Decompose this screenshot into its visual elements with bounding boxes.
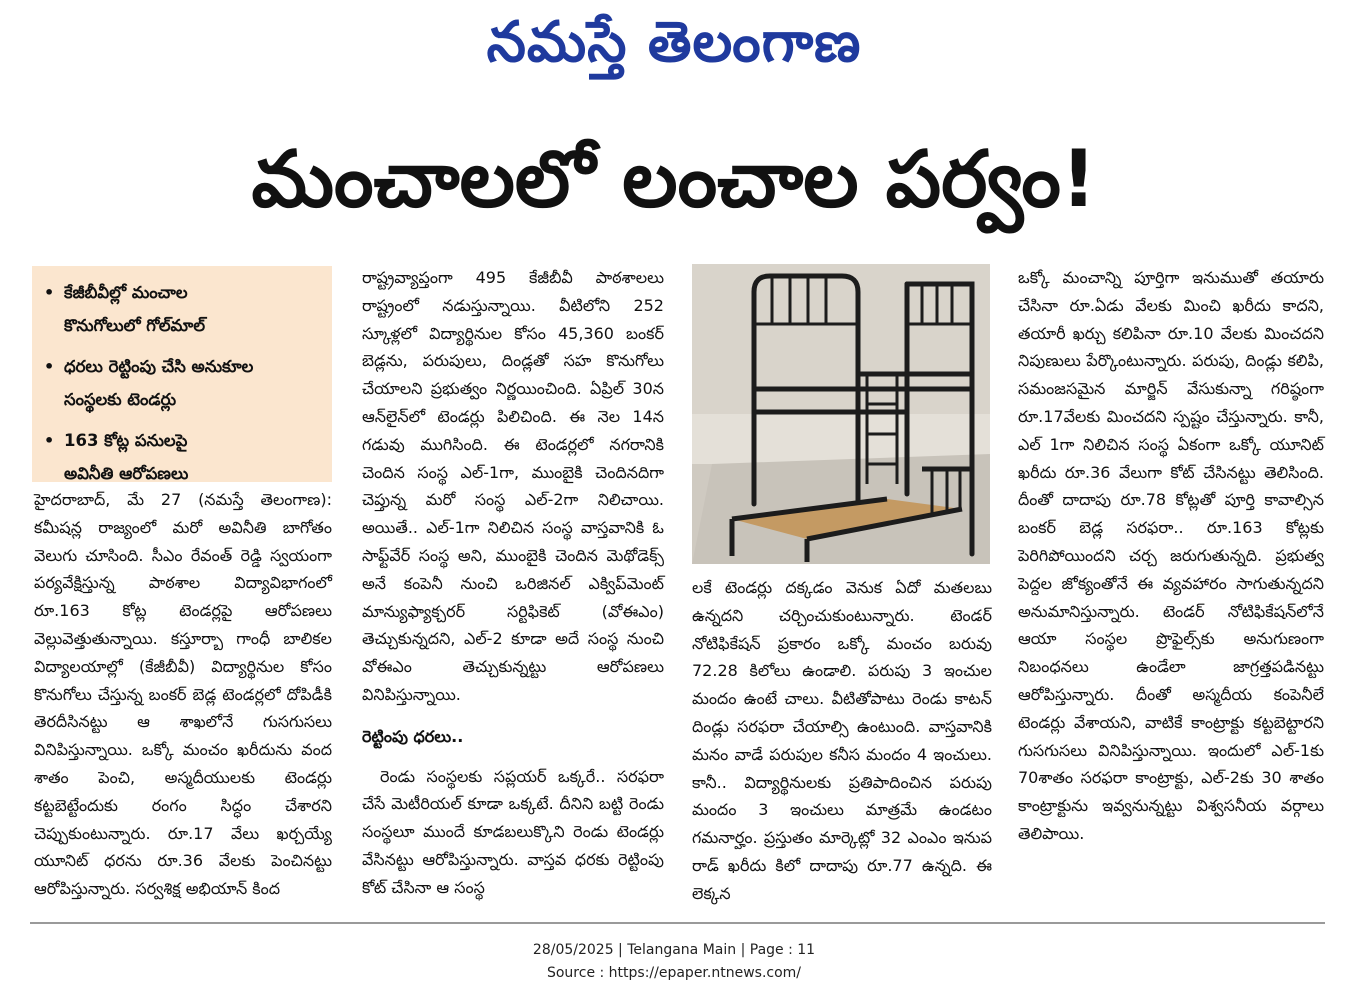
highlight-line: సంస్థలకు టెండర్లు [64, 390, 177, 409]
bullet-icon: • [44, 283, 55, 302]
bunk-bed-photo [692, 264, 990, 564]
highlight-line: 163 కోట్ల పనులపై [64, 431, 188, 450]
footer-divider [30, 922, 1325, 924]
bunk-bed-icon [692, 264, 990, 564]
footer-edition-info: 28/05/2025 | Telangana Main | Page : 11 [532, 942, 816, 958]
highlight-line: అవినీతి ఆరోపణలు [64, 464, 189, 483]
highlight-line: ధరలు రెట్టింపు చేసి అనుకూల [64, 357, 254, 376]
headline: మంచాలలో లంచాల పర్వం! [251, 135, 1097, 225]
article-column-4 [1018, 264, 1324, 848]
article-column-3 [692, 574, 992, 908]
bullet-icon: • [44, 431, 55, 450]
highlight-line: కొనుగోలులో గోల్‌మాల్ [64, 316, 206, 335]
bullet-icon: • [44, 357, 55, 376]
article-paragraph: రాష్ట్రవ్యాప్తంగా 495 కేజీబీవీ పాఠశాలలు రాష్ట్రంలో నడుస్తున్నాయి. వీటిలోని 252 స్కూళ్లలో విద్యార్థినుల కోసం 45,360 బంకర్ బెడ్లను, పరుపులు, దిండ్లతో సహ కొనుగోలు చేయాలని ప్రభుత్వం నిర్ణయించింది. ఏప్రిల్ 30న ఆన్‌లైన్‌లో టెండర్లు పిలిచింది. ఈ నెల 14న గడువు ముగిసింది. ఈ టెండర్లలో నగరానికి చెందిన సంస్థ ఎల్-1గా, ముంబైకి చెందినదిగా చెప్తున్న మరో సంస్థ ఎల్-2గా నిలిచాయి. అయితే.. ఎల్-1గా నిలిచిన సంస్థ వాస్తవానికి ఓ సాఫ్ట్‌వేర్ సంస్థ అని, ముంబైకి చెందిన మెథోడెక్స్ అనే కంపెనీ నుంచి ఒరిజినల్ ఎక్విప్‌మెంట్ మాన్యుఫ్యాక్చరర్ సర్టిఫికెట్ (వోఈఎం) తెచ్చుకున్నదని, ఎల్-2 కూడా అదే సంస్థ నుంచి వోఈఎం తెచ్చుకున్నట్టు ఆరోపణలు వినిపిస్తున్నాయి. [362, 268, 664, 704]
article-subheading: రెట్టింపు ధరలు.. [362, 726, 464, 746]
highlight-item [44, 424, 322, 490]
highlights-box [32, 266, 332, 482]
article-paragraph: హైదరాబాద్, మే 27 (నమస్తే తెలంగాణ): కమీషన్ల రాజ్యంలో మరో అవినీతి బాగోతం వెలుగు చూసింది. సీఎం రేవంత్ రెడ్డి స్వయంగా పర్యవేక్షిస్తున్న పాఠశాల విద్యావిభాగంలో రూ.163 కోట్ల టెండర్లపై ఆరోపణలు వెల్లువెత్తుతున్నాయి. కస్తూర్బా గాంధీ బాలికల విద్యాలయాల్లో (కేజీబీవీ) విద్యార్థినుల కోసం కొనుగోలు చేస్తున్న బంకర్ బెడ్ల టెండర్లలో దోపిడీకి తెరదీసినట్టు ఆ శాఖలోనే గుసగుసలు వినిపిస్తున్నాయి. ఒక్కో మంచం ఖరీదును వంద శాతం పెంచి, అస్మదీయులకు టెండర్లు కట్టబెట్టేందుకు రంగం సిద్ధం చేశారని చెప్పుకుంటున్నారు. రూ.17 వేలు ఖర్చయ్యే యూనిట్ ధరను రూ.36 వేలకు పెంచినట్టు ఆరోపిస్తున్నారు. సర్వశిక్ష అభియాన్ కింద [34, 490, 332, 899]
highlight-item [44, 276, 322, 342]
article-paragraph: రెండు సంస్థలకు సప్లయర్ ఒక్కరే.. సరఫరా చేసే మెటీరియల్ కూడా ఒక్కటే. దీనిని బట్టి రెండు సంస్థలూ ముందే కూడబలుక్కొని రెండు టెండర్లు వేసినట్టు ఆరోపిస్తున్నారు. వాస్తవ ధరకు రెట్టింపు కోట్ చేసినా ఆ సంస్థ [362, 766, 664, 897]
highlight-line: కేజీబీవీల్లో మంచాల [64, 283, 188, 302]
masthead-title: నమస్తే తెలంగాణ [486, 9, 862, 75]
article-paragraph: లకే టెండర్లు దక్కడం వెనుక ఏదో మతలబు ఉన్నదని చర్చించుకుంటున్నారు. టెండర్ నోటిఫికేషన్ ప్రకారం ఒక్కో మంచం బరువు 72.28 కిలోలు ఉండాలి. పరుపు 3 ఇంచుల మందం ఉంటే చాలు. వీటితోపాటు రెండు కాటన్ దిండ్లు సరఫరా చేయాల్సి ఉంటుంది. వాస్తవానికి మనం వాడే పరుపుల కనీస మందం 4 ఇంచులు. కానీ.. విద్యార్థినులకు ప్రతిపాదించిన పరుపు మందం 3 ఇంచులు మాత్రమే ఉండటం గమనార్హం. ప్రస్తుతం మార్కెట్లో 32 ఎంఎం ఇనుప రాడ్ ఖరీదు కిలో దాదాపు రూ.77 ఉన్నది. ఈ లెక్కన [692, 578, 992, 903]
footer-source: Source : https://epaper.ntnews.com/ [546, 965, 802, 981]
highlight-item [44, 350, 322, 416]
article-column-1 [34, 486, 332, 903]
article-paragraph: ఒక్కో మంచాన్ని పూర్తిగా ఇనుముతో తయారు చేసినా రూ.ఏడు వేలకు మించి ఖరీదు కాదని, తయారీ ఖర్చు కలిపినా రూ.10 వేలకు మించదని నిపుణులు పేర్కొంటున్నారు. పరుపు, దిండ్లు కలిపి, సమంజసమైన మార్జిన్ వేసుకున్నా గరిష్ఠంగా రూ.17వేలకు మించదని స్పష్టం చేస్తున్నారు. కానీ, ఎల్ 1గా నిలిచిన సంస్థ ఏకంగా ఒక్కో యూనిట్ ఖరీదు రూ.36 వేలుగా కోట్ చేసినట్టు తెలిసింది. దీంతో దాదాపు రూ.78 కోట్లతో పూర్తి కావాల్సిన బంకర్ బెడ్ల సరఫరా.. రూ.163 కోట్లకు పెరిగిపోయిందని చర్చ జరుగుతున్నది. ప్రభుత్వ పెద్దల జోక్యంతోనే ఈ వ్యవహారం సాగుతున్నదని అనుమానిస్తున్నారు. టెండర్ నోటిఫికేషన్‌లోనే ఆయా సంస్థల ప్రొఫైల్స్‌కు అనుగుణంగా నిబంధనలు ఉండేలా జాగ్రత్తపడినట్టు ఆరోపిస్తున్నారు. దీంతో అస్మదీయ కంపెనీలే టెండర్లు వేశాయని, వాటికే కాంట్రాక్టు కట్టబెట్టారని గుసగుసలు వినిపిస్తున్నాయి. ఇందులో ఎల్-1కు 70శాతం సరఫరా కాంట్రాక్టు, ఎల్-2కు 30 శాతం కాంట్రాక్టును ఇవ్వనున్నట్టు విశ్వసనీయ వర్గాలు తెలిపాయి. [1018, 268, 1324, 843]
article-column-2 [362, 264, 664, 902]
